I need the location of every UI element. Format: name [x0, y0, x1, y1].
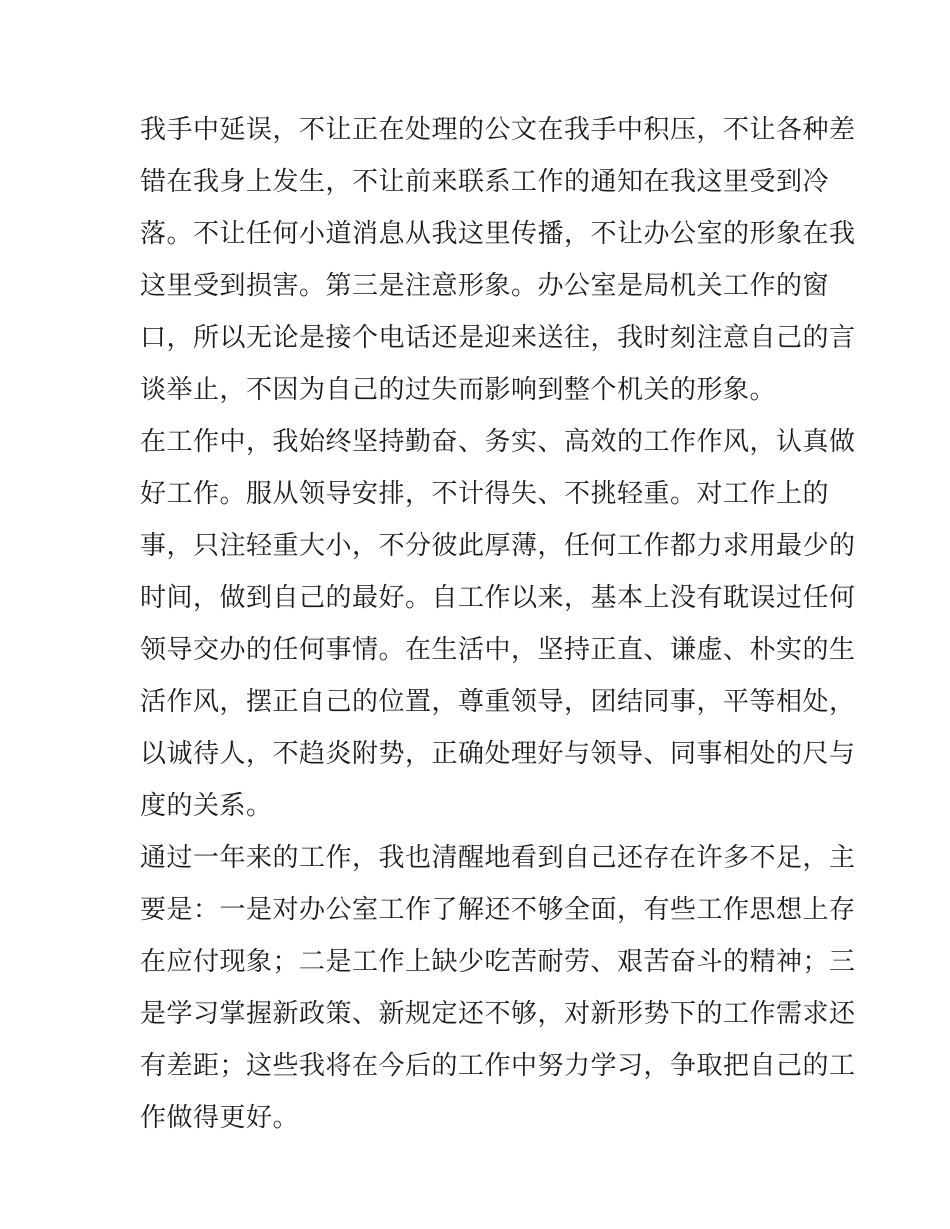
text-line: 活作风，摆正自己的位置，尊重领导，团结同事，平等相处，: [140, 687, 856, 717]
text-line: 好工作。服从领导安排，不计得失、不挑轻重。对工作上的: [140, 479, 830, 509]
text-line: 度的关系。: [140, 791, 273, 821]
text-line: 是学习掌握新政策、新规定还不够，对新形势下的工作需求还: [140, 999, 856, 1029]
text-line: 时间，做到自己的最好。自工作以来，基本上没有耽误过任何: [140, 583, 856, 613]
text-line: 有差距；这些我将在今后的工作中努力学习，争取把自己的工: [140, 1051, 856, 1081]
text-line: 作做得更好。: [140, 1103, 300, 1133]
text-line: 错在我身上发生，不让前来联系工作的通知在我这里受到冷: [140, 167, 830, 197]
text-line: 这里受到损害。第三是注意形象。办公室是局机关工作的窗: [140, 271, 830, 301]
text-line: 以诚待人，不趋炎附势，正确处理好与领导、同事相处的尺与: [140, 739, 856, 769]
text-line: 谈举止，不因为自己的过失而影响到整个机关的形象。: [140, 375, 777, 405]
text-line: 在应付现象；二是工作上缺少吃苦耐劳、艰苦奋斗的精神；三: [140, 947, 856, 977]
text-line: 落。不让任何小道消息从我这里传播，不让办公室的形象在我: [140, 219, 856, 249]
text-line: 我手中延误，不让正在处理的公文在我手中积压，不让各种差: [140, 115, 856, 145]
text-line: 领导交办的任何事情。在生活中，坚持正直、谦虚、朴实的生: [140, 635, 856, 665]
text-line: 通过一年来的工作，我也清醒地看到自己还存在许多不足，主: [140, 843, 856, 873]
text-line: 口，所以无论是接个电话还是迎来送往，我时刻注意自己的言: [140, 323, 856, 353]
text-line: 在工作中，我始终坚持勤奋、务实、高效的工作作风，认真做: [140, 427, 856, 457]
text-line: 要是：一是对办公室工作了解还不够全面，有些工作思想上存: [140, 895, 856, 925]
text-line: 事，只注轻重大小，不分彼此厚薄，任何工作都力求用最少的: [140, 531, 856, 561]
